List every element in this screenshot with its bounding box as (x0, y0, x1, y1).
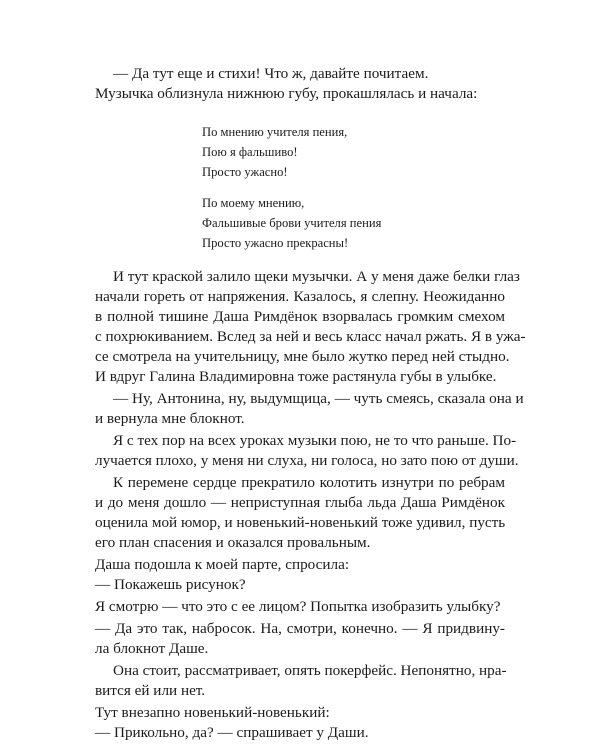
poem-line: По моему мнению, (202, 196, 305, 210)
text-line: — Покажешь рисунок? (95, 576, 246, 593)
text-line: с похрюкиванием. Вслед за ней и весь класс начал ржать. Я в ужа- (95, 328, 526, 345)
text-line: и вернула мне блокнот. (95, 410, 245, 427)
text-line: — Прикольно, да? — спрашивает у Даши. (95, 724, 369, 741)
text-line: Я с тех пор на всех уроках музыки пою, не то что раньше. По- (113, 432, 517, 449)
text-line: Я смотрю — что это с ее лицом? Попытка изобразить улыбку? (95, 598, 501, 615)
text-line: се смотрела на учительницу, мне было жутко перед ней стыдно. (95, 348, 510, 365)
text-line: Даша подошла к моей парте, спросила: (95, 556, 350, 573)
text-line: К перемене сердце прекратило колотить изнутри по ребрам (113, 474, 505, 491)
text-line: Она стоит, рассматривает, опять покерфейс. Непонятно, нра- (113, 662, 507, 679)
text-line: ла блокнот Даше. (95, 640, 209, 657)
text-line: в полной тишине Даша Римдёнок взорвалась громким смехом (95, 308, 505, 325)
intro-line-2: Музычка облизнула нижнюю губу, прокашлялась и начала: (95, 85, 478, 102)
text-line: вится ей или нет. (95, 682, 206, 699)
poem-line: Просто ужасно прекрасны! (202, 236, 349, 250)
poem-line: Просто ужасно! (202, 165, 288, 179)
text-line: оценила мой юмор, и новенький-новенький тоже удивил, пусть (95, 514, 506, 531)
text-line: Тут внезапно новенький-новенький: (95, 704, 330, 721)
poem-line: Пою я фальшиво! (202, 145, 298, 159)
intro-line-1: — Да тут еще и стихи! Что ж, давайте почитаем. (113, 65, 429, 82)
poem-line: По мнению учителя пения, (202, 125, 348, 139)
text-line: — Да это так, набросок. На, смотри, конечно. — Я придвину- (95, 620, 505, 637)
poem-line: Фальшивые брови учителя пения (202, 216, 382, 230)
text-line: лучается плохо, у меня ни слуха, ни голоса, но зато пою от души. (95, 452, 519, 469)
text-line: его план спасения и оказался провальным. (95, 534, 371, 551)
text-line: и до меня дошло — неприступная глыба льда Даша Римдёнок (95, 494, 505, 511)
text-line: И вдруг Галина Владимировна тоже растянула губы в улыбке. (95, 368, 497, 385)
text-line: — Ну, Антонина, ну, выдумщица, — чуть смеясь, сказала она и (113, 390, 524, 407)
text-line: И тут краской залило щеки музычки. А у меня даже белки глаз (113, 268, 520, 285)
text-line: начали гореть от напряжения. Казалось, я слепну. Неожиданно (95, 288, 505, 305)
